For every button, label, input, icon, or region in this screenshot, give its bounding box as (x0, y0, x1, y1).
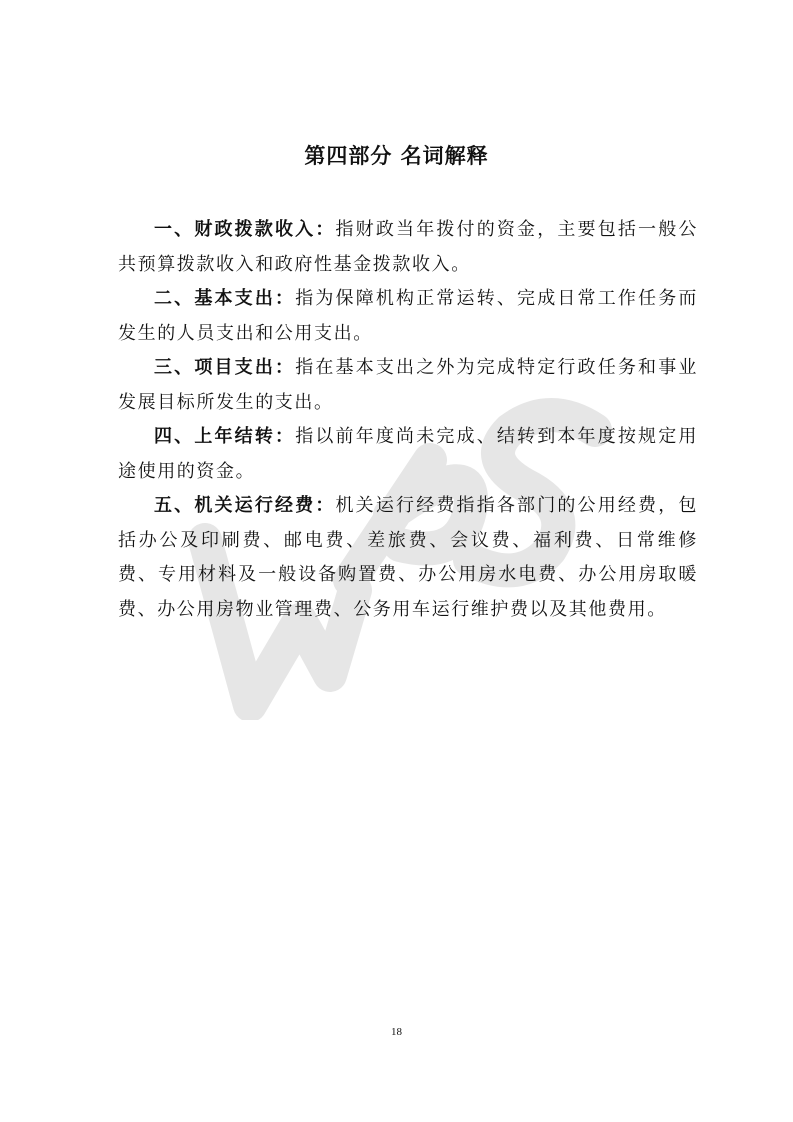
definitions-list (118, 213, 698, 627)
definition-text: 机关运行经费指指各部门的公用经费，包括办公及印刷费、邮电费、差旅费、会议费、福利费、日常维修费、专用材料及一般设备购置费、办公用房水电费、办公用房取暖费、办公用房物业管理费、公务用车运行维护费以及其他费用。 (118, 495, 698, 620)
definition-text: 指在基本支出之外为完成特定行政任务和事业发展目标所发生的支出。 (118, 357, 698, 413)
definition-item (118, 489, 698, 627)
definition-text: 指财政当年拨付的资金，主要包括一般公共预算拨款收入和政府性基金拨款收入。 (118, 219, 698, 275)
definition-term: 四、上年结转： (154, 426, 296, 447)
definition-item (118, 282, 698, 351)
definition-term: 二、基本支出： (154, 288, 296, 309)
definition-item (118, 420, 698, 489)
definition-text: 指以前年度尚未完成、结转到本年度按规定用途使用的资金。 (118, 426, 698, 482)
definition-term: 一、财政拨款收入： (154, 219, 336, 240)
definition-item (118, 351, 698, 420)
definition-text: 指为保障机构正常运转、完成日常工作任务而发生的人员支出和公用支出。 (118, 288, 698, 344)
definition-term: 五、机关运行经费： (154, 495, 336, 516)
page-number: 18 (391, 1026, 402, 1038)
definition-term: 三、项目支出： (154, 357, 296, 378)
page-title: 第四部分 名词解释 (304, 144, 489, 168)
definition-item (118, 213, 698, 282)
